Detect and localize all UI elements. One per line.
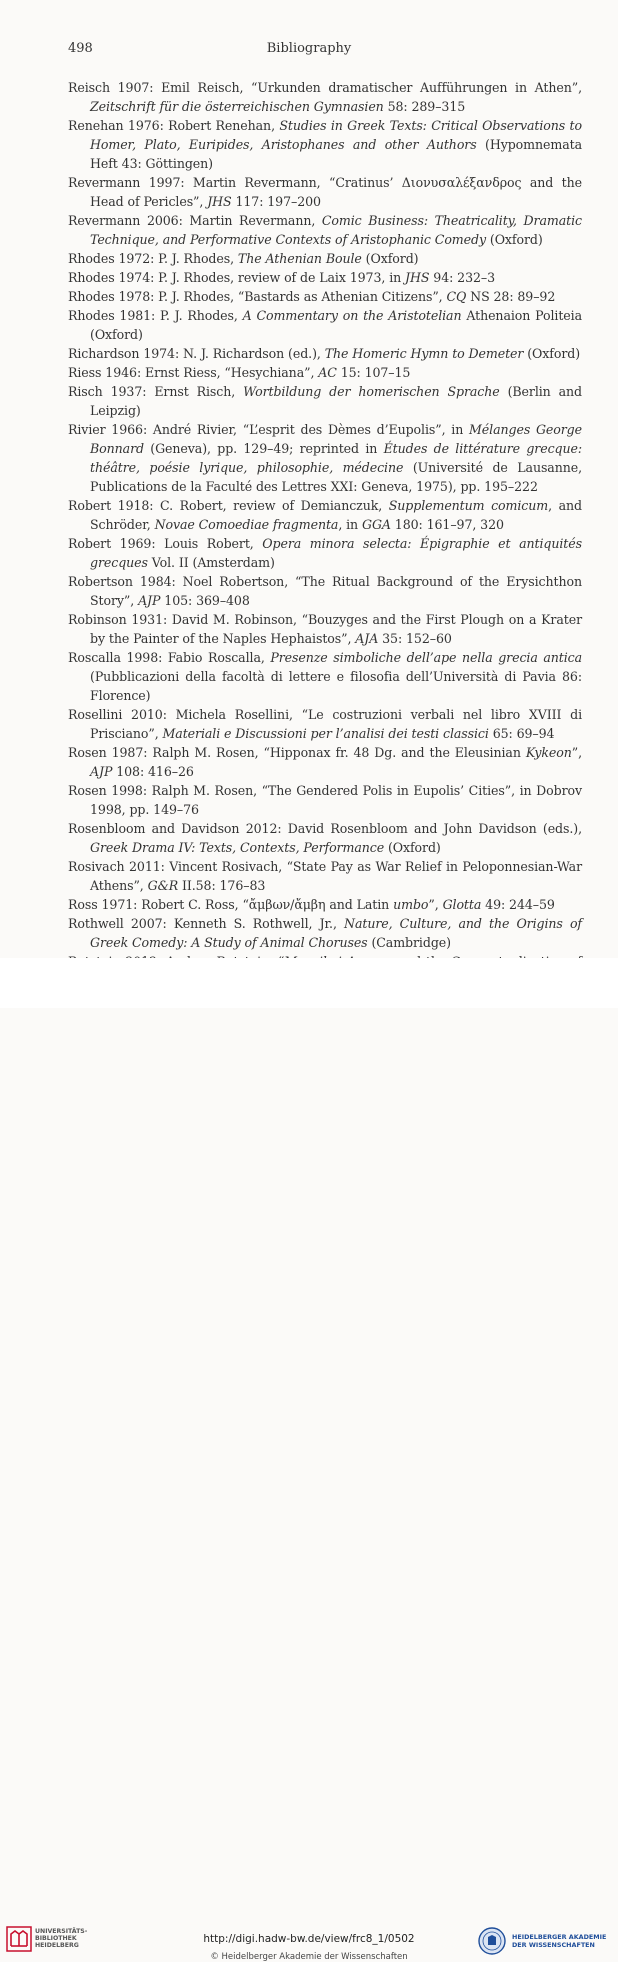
- text-segment: , and Schröder,: [90, 498, 582, 532]
- bibliography-entry: [68, 116, 582, 173]
- bibliography-entry: [68, 344, 582, 363]
- academy-seal-icon: [478, 1927, 506, 1955]
- source-url-link[interactable]: http://digi.hadw-bw.de/view/frc8_1/0502: [203, 1933, 415, 1945]
- italic-segment: Comic Business: Theatricality, Dramatic Technique, and Performative Contexts of Aristophanic Comedy: [90, 213, 582, 247]
- bibliography-entry: [68, 268, 582, 287]
- italic-segment: Presenze simboliche dell’ape nella grecia antica: [270, 650, 583, 665]
- text-segment: Rothwell 2007: Kenneth S. Rothwell, Jr.,: [68, 916, 345, 931]
- bibliography-entry: [68, 363, 582, 382]
- bibliography-entry: [68, 420, 582, 496]
- italic-segment: The Athenian Boule: [237, 251, 362, 266]
- text-segment: 108: 416–26: [112, 764, 194, 779]
- copyright-notice: © Heidelberger Akademie der Wissenschaften: [210, 1952, 408, 1962]
- academy-name: HEIDELBERGER AKADEMIE DER WISSENSCHAFTEN: [512, 1933, 607, 1949]
- text-segment: ”,: [428, 897, 443, 912]
- bibliography-entry: [68, 857, 582, 895]
- italic-segment: Mélanges George Bonnard: [90, 422, 582, 456]
- bibliography-entry: [68, 534, 582, 572]
- italic-segment: AJP: [138, 593, 161, 608]
- text-segment: (Oxford): [361, 251, 419, 266]
- text-segment: (Berlin and Leipzig): [90, 384, 583, 418]
- italic-segment: JHS: [405, 270, 430, 285]
- text-segment: (Hypomnemata Heft 43: Göttingen): [90, 137, 582, 171]
- italic-segment: CQ: [446, 289, 467, 304]
- text-segment: Athenaion Politeia (Oxford): [90, 308, 582, 342]
- page-number: 498: [68, 41, 93, 56]
- bibliography-entry: [68, 382, 582, 420]
- text-segment: (Université de Lausanne, Publications de la Faculté des Lettres XXI: Geneva, 1975), pp. 195–222: [90, 460, 582, 494]
- text-segment: 180: 161–97, 320: [390, 517, 504, 532]
- italic-segment: Greek Drama IV: Texts, Contexts, Performance: [90, 840, 385, 855]
- text-segment: (Geneva), pp. 129–49; reprinted in: [143, 441, 384, 456]
- italic-segment: Studies in Greek Texts: Critical Observations to Homer, Plato, Euripides, Aristophanes and other Authors: [90, 118, 582, 152]
- italic-segment: JHS: [207, 194, 232, 209]
- text-segment: Rhodes 1981: P. J. Rhodes,: [68, 308, 243, 323]
- bibliography-entry: [68, 173, 582, 211]
- bibliography-entry: [68, 249, 582, 268]
- text-segment: Rivier 1966: André Rivier, “L’esprit des Dèmes d’Eupolis”, in: [68, 422, 470, 437]
- text-segment: II.58: 176–83: [178, 878, 266, 893]
- text-segment: Revermann 2006: Martin Revermann,: [68, 213, 322, 228]
- text-segment: Robertson 1984: Noel Robertson, “The Ritual Background of the Erysichthon Story”,: [68, 574, 582, 608]
- text-segment: Rhodes 1978: P. J. Rhodes, “Bastards as Athenian Citizens”,: [68, 289, 447, 304]
- text-segment: (Oxford): [384, 840, 441, 855]
- bibliography-entry: [68, 895, 582, 914]
- text-segment: Robinson 1931: David M. Robinson, “Bouzyges and the First Plough on a Krater by the Painter of the Naples Hephaistos”,: [68, 612, 582, 646]
- italic-segment: Kykeon: [525, 745, 572, 760]
- text-segment: Ross 1971: Robert C. Ross, “ἄμβων/ἄμβη and Latin: [68, 897, 394, 912]
- text-segment: Roscalla 1998: Fabio Roscalla,: [68, 650, 271, 665]
- text-segment: , in: [338, 517, 362, 532]
- italic-segment: umbo: [393, 897, 429, 912]
- bibliography-entry: [68, 648, 582, 705]
- text-segment: 94: 232–3: [429, 270, 496, 285]
- italic-segment: Nature, Culture, and the Origins of Greek Comedy: A Study of Animal Choruses: [90, 916, 582, 950]
- footer: [0, 958, 618, 1962]
- text-segment: 49: 244–59: [481, 897, 555, 912]
- text-segment: 105: 369–408: [160, 593, 250, 608]
- italic-segment: Études de littérature grecque: théâtre, poésie lyrique, philosophie, médecine: [90, 441, 582, 475]
- bibliography-entry: [68, 287, 582, 306]
- text-segment: Renehan 1976: Robert Renehan,: [68, 118, 280, 133]
- italic-segment: The Homeric Hymn to Demeter: [324, 346, 524, 361]
- italic-segment: G&R: [147, 878, 179, 893]
- italic-segment: Materiali e Discussioni per l’analisi dei testi classici: [162, 726, 489, 741]
- italic-segment: AC: [318, 365, 337, 380]
- text-segment: Risch 1937: Ernst Risch,: [68, 384, 244, 399]
- text-segment: Reisch 1907: Emil Reisch, “Urkunden dramatischer Aufführungen in Athen”,: [68, 80, 582, 95]
- bibliography-entry: [68, 743, 582, 781]
- text-segment: Robert 1969: Louis Robert,: [68, 536, 263, 551]
- italic-segment: Zeitschrift für die österreichischen Gymnasien: [90, 99, 384, 114]
- text-segment: 15: 107–15: [336, 365, 411, 380]
- bibliography-list: [68, 78, 582, 990]
- text-segment: (Cambridge): [367, 935, 451, 950]
- italic-segment: AJP: [90, 764, 113, 779]
- text-segment: Revermann 1997: Martin Revermann, “Cratinus’ Διονυσαλέξανδρος and the Head of Pericles”,: [68, 175, 582, 209]
- italic-segment: Novae Comoediae fragmenta: [154, 517, 339, 532]
- italic-segment: Opera minora selecta: Épigraphie et antiquités grecques: [90, 536, 582, 570]
- bibliography-entry: [68, 306, 582, 344]
- bibliography-entry: [68, 705, 582, 743]
- bibliography-entry: [68, 819, 582, 857]
- italic-segment: AJA: [355, 631, 379, 646]
- text-segment: Rosen 1998: Ralph M. Rosen, “The Gendered Polis in Eupolis’ Cities”, in Dobrov 1998, pp. 149–76: [68, 783, 582, 817]
- text-segment: Vol. II (Amsterdam): [147, 555, 275, 570]
- bibliography-entry: [68, 781, 582, 819]
- bibliography-entry: [68, 211, 582, 249]
- text-segment: Riess 1946: Ernst Riess, “Hesychiana”,: [68, 365, 319, 380]
- text-segment: (Pubblicazioni della facoltà di lettere e filosofia dell’Università di Pavia 86: Florence): [90, 669, 582, 703]
- italic-segment: GGA: [361, 517, 391, 532]
- text-segment: Rosenbloom and Davidson 2012: David Rosenbloom and John Davidson (eds.),: [68, 821, 582, 836]
- italic-segment: A Commentary on the Aristotelian: [242, 308, 462, 323]
- text-segment: (Oxford): [523, 346, 581, 361]
- text-segment: Richardson 1974: N. J. Richardson (ed.),: [68, 346, 325, 361]
- bibliography-entry: [68, 496, 582, 534]
- text-segment: 117: 197–200: [231, 194, 321, 209]
- text-segment: (Oxford): [485, 232, 543, 247]
- text-segment: Rosellini 2010: Michela Rosellini, “Le costruzioni verbali nel libro XVIII di Prisciano”,: [68, 707, 582, 741]
- text-segment: Rosivach 2011: Vincent Rosivach, “State Pay as War Relief in Peloponnesian-War Athens”,: [68, 859, 582, 893]
- text-segment: Rhodes 1974: P. J. Rhodes, review of de Laix 1973, in: [68, 270, 406, 285]
- bibliography-entry: [68, 914, 582, 952]
- running-head: Bibliography: [266, 41, 352, 56]
- italic-segment: Wortbildung der homerischen Sprache: [243, 384, 500, 399]
- text-segment: 65: 69–94: [488, 726, 555, 741]
- text-segment: ”,: [571, 745, 582, 760]
- bibliography-entry: [68, 572, 582, 610]
- italic-segment: Glotta: [442, 897, 482, 912]
- bibliography-entry: [68, 78, 582, 116]
- text-segment: 35: 152–60: [378, 631, 452, 646]
- university-library-name: UNIVERSITÄTS- BIBLIOTHEK HEIDELBERG: [35, 1928, 88, 1949]
- bibliography-entry: [68, 610, 582, 648]
- italic-segment: Supplementum comicum: [388, 498, 549, 513]
- text-segment: NS 28: 89–92: [466, 289, 556, 304]
- text-segment: Rosen 1987: Ralph M. Rosen, “Hipponax fr. 48 Dg. and the Eleusinian: [68, 745, 526, 760]
- text-segment: Rhodes 1972: P. J. Rhodes,: [68, 251, 238, 266]
- text-segment: 58: 289–315: [383, 99, 466, 114]
- text-segment: Robert 1918: C. Robert, review of Demianczuk,: [68, 498, 389, 513]
